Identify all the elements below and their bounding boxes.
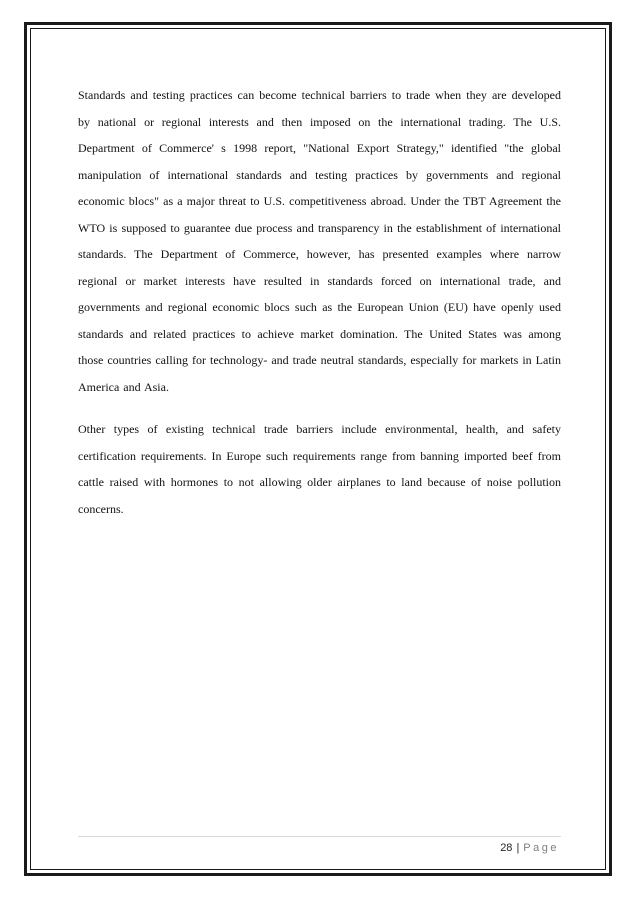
page-label: Page — [523, 842, 559, 854]
page-number: 28 — [500, 842, 513, 854]
footer-divider — [78, 836, 561, 837]
page-footer — [500, 842, 559, 854]
paragraph-other-barriers: Other types of existing technical trade barriers include environmental, health, and safety certification requirements. In Europe such requirements range from banning imported beef from cattle raised with hormones to not allowing older airplanes to land because of noise pollution concerns. — [78, 422, 561, 516]
document-body — [78, 82, 561, 538]
footer-separator: | — [516, 842, 520, 854]
paragraph-technical-barriers: Standards and testing practices can become technical barriers to trade when they are developed by national or regional interests and then imposed on the international trading. The U.S. Department of Commerce' s 1998 report, "National Export Strategy," identified "the global manipulation of international standards and testing practices by governments and regional economic blocs" as a major threat to U.S. competitiveness abroad. Under the TBT Agreement the WTO is supposed to guarantee due process and transparency in the establishment of international standards. The Department of Commerce, however, has presented examples where narrow regional or market interests have resulted in standards forced on international trade, and governments and regional economic blocs such as the European Union (EU) have openly used standards and related practices to achieve market domination. The United States was among those countries calling for technology- and trade neutral standards, especially for markets in Latin America and Asia. — [78, 88, 561, 394]
